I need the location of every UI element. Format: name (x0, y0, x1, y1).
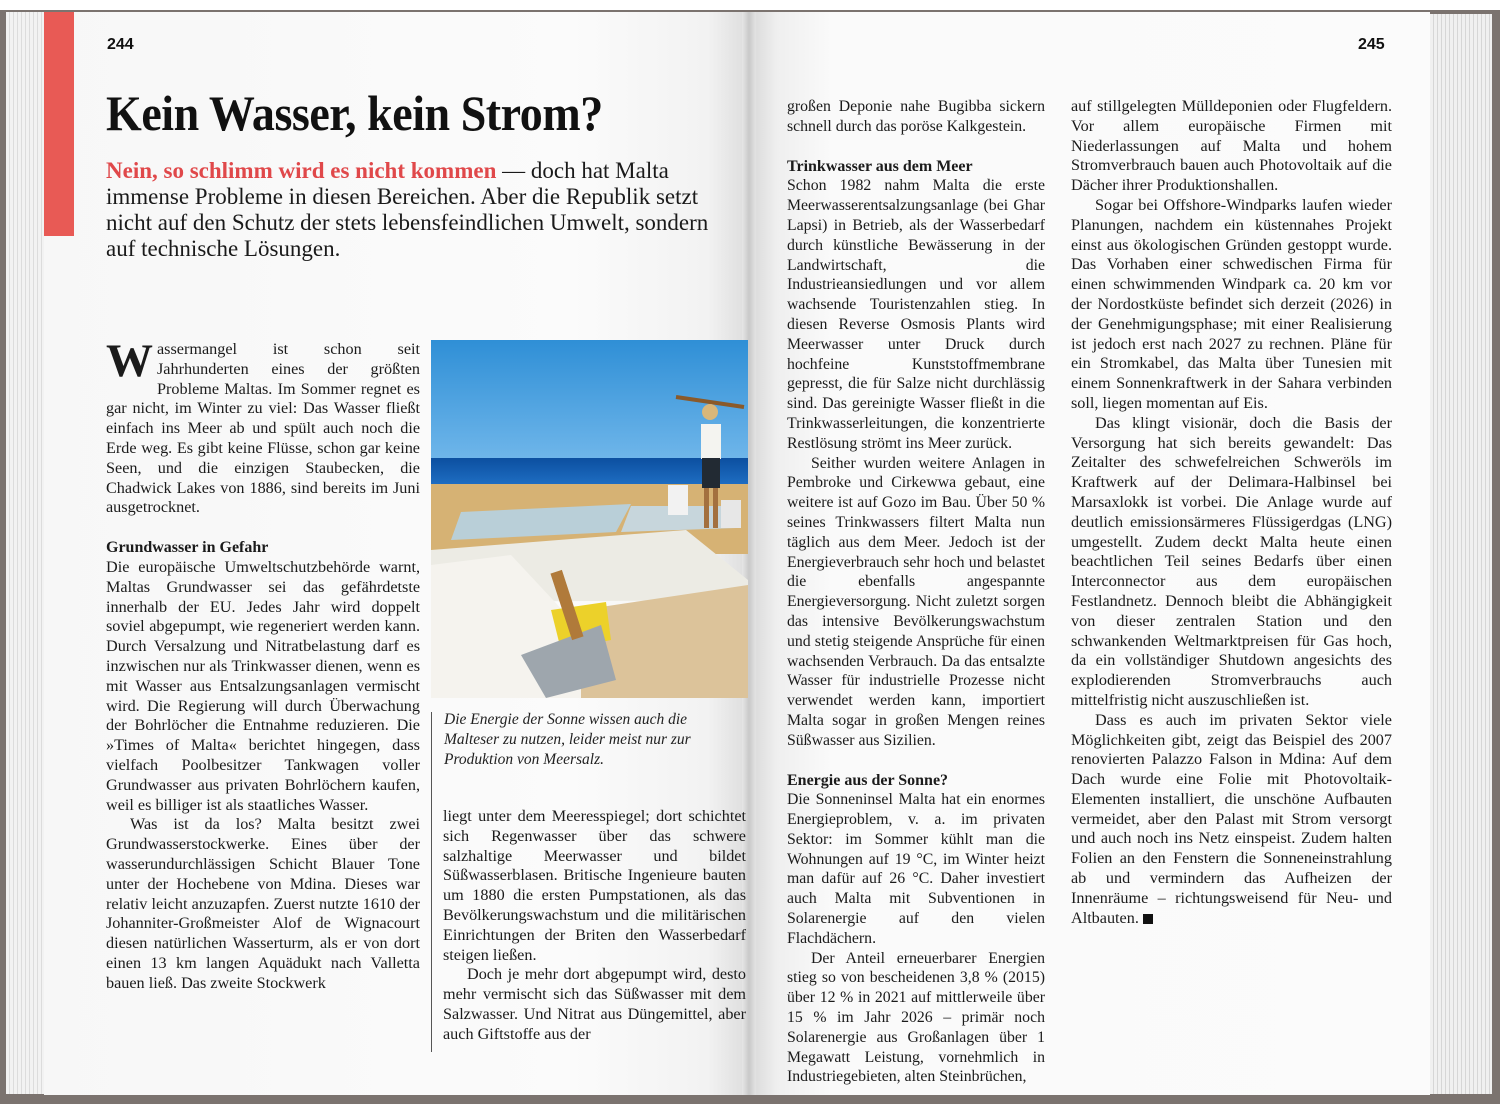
page-edges-right (1422, 14, 1492, 1094)
column-4 (1071, 97, 1392, 928)
paragraph: auf stillgelegten Mülldeponien oder Flugfeldern. Vor allem europäische Firmen mit Niederlassungen auf Malta und hohem Stromverbrauch bauen auch Photovoltaik auf die Dächer ihrer Produktionshallen. (1071, 97, 1392, 195)
article-lead (106, 158, 716, 262)
paragraph: liegt unter dem Meeresspiegel; dort schichtet sich Regenwasser über das schwere salzhaltige Meerwasser und bildet Süßwasserblasen. Britische Ingenieure bauten um 1880 die ersten Pumpstationen, als das Bevölkerungswachstum und die militärischen Einrichtungen der Briten den Wasserbedarf steigen ließen. (443, 807, 746, 964)
subheading-grundwasser: Grundwasser in Gefahr (106, 539, 269, 557)
paragraph: Sogar bei Offshore-Windparks laufen wieder Planungen, nachdem ein küstennahes Projekt einst aus ökologischen Gründen gestoppt wurde. Das Vorhaben einer schwedischen Firma für einen schwimmenden Windpark ca. 20 km vor der Nordostküste befindet sich derzeit (2026) in der Genehmigungsphase; mit einer Realisierung ist jedoch erst nach 2027 zu rechnen. Pläne für ein Stromkabel, das Malta über Tunesien mit einem Sonnenkraftwerk in der Sahara verbinden soll, liegen momentan auf Eis. (1071, 195, 1392, 412)
salt-pans-photo (431, 340, 748, 698)
lead-highlight: Nein, so schlimm wird es nicht kommen (106, 158, 497, 183)
paragraph: Die europäische Umweltschutzbehörde warnt, Maltas Grundwasser sei das gefährdetste innerhalb der EU. Jedes Jahr wird doppelt soviel abgepumpt, wie regeneriert werden kann. Durch Versalzung und Nitratbelastung darf es inzwischen nur als Trinkwasser dienen, wenn es mit Wasser aus Entsalzungsanlagen vermischt wird. Die Regierung will durch Überwachung der Bohrlöcher die Entnahme reduzieren. Die »Times of Malta« berichtet hingegen, dass vielfach Poolbesitzer Tankwagen voller Grundwasser aus privaten Bohrlöchern kaufen, weil es billiger ist als staatliches Wasser. (106, 557, 420, 814)
paragraph: Die Sonneninsel Malta hat ein enormes Energieproblem, v. a. im privaten Sektor: im Sommer kühlt man die Wohnungen auf 19 °C, im Winter heizt man dafür auf 26 °C. Daher investiert auch Malta mit Subventionen in Solarenergie auf den vielen Flachdächern. (787, 791, 1045, 947)
end-of-article-square-icon (1143, 914, 1153, 924)
paragraph: Dass es auch im privaten Sektor viele Möglichkeiten gibt, zeigt das Beispiel des 2007 renovierten Palazzo Falson in Mdina: Auf dem Dach wurde eine Folie mit Photovoltaik-Elementen installiert, die unschöne Aufbauten vermeidet, aber den Palast mit Strom versorgt und auch noch ins Netz einspeist. Zudem halten Folien an den Fenstern die Sonneneinstrahlung ab und vermindern das Aufheizen der Innenräume – richtungsweisend für Neu- und Altbauten. (1071, 710, 1392, 927)
photo-caption: Die Energie der Sonne wissen auch die Malteser zu nutzen, leider meist nur zur Produktion von Meersalz. (444, 711, 691, 768)
intro-paragraph: assermangel ist schon seit Jahrhunderten eines der größten Probleme Maltas. Im Sommer regnet es gar nicht, im Winter zu viel: Das Wasser fließt einfach ins Meer ab und spült auch noch die Erde weg. Es gibt keine Flüsse, schon gar keine Seen, und die einzigen Staubecken, die Chadwick Lakes von 1886, sind bereits im Juni ausgetrocknet. (106, 340, 420, 517)
drop-cap: W (106, 335, 153, 387)
column-3 (787, 97, 1045, 1087)
photo-image (431, 340, 748, 698)
page-number-right: 245 (1358, 36, 1385, 53)
paragraph: Was ist da los? Malta besitzt zwei Grundwasserstockwerke. Eines über der wasserundurchlässigen Schicht Blauer Tone unter der Hochebene von Mdina. Dieses war relativ leicht anzuzapfen. Zuerst nutzte 1610 der Johanniter-Großmeister Alof de Wignacourt diesen natürlichen Wasserturm, als er von dort einen 13 km langen Aquädukt nach Valletta bauen ließ. Das zweite Stockwerk (106, 815, 420, 992)
paragraph: Doch je mehr dort abgepumpt wird, desto mehr vermischt sich das Süßwasser mit dem Salzwasser. Und Nitrat aus Düngemittel, aber auch Giftstoffe aus der (443, 965, 746, 1043)
lead-text: — doch hat Malta immense Probleme in diesen Bereichen. Aber die Republik setzt nicht auf den Schutz der stets lebensfeindlichen Umwelt, sondern auf technische Lösungen. (106, 158, 709, 261)
subheading-energie: Energie aus der Sonne? (787, 771, 949, 789)
article-title: Kein Wasser, kein Strom? (106, 85, 603, 141)
page-number-left: 244 (107, 36, 134, 53)
chapter-accent-bar (44, 12, 74, 236)
page-edges-left (6, 12, 48, 1094)
column-2 (443, 807, 746, 1045)
subheading-trinkwasser: Trinkwasser aus dem Meer (787, 157, 973, 175)
column-1 (106, 335, 420, 994)
paragraph: Seither wurden weitere Anlagen in Pembroke und Cirkewwa gebaut, eine weitere ist auf Gozo im Bau. Über 50 % seines Trinkwassers filtert Malta nun täglich aus dem Meer. Jedoch ist der Energieverbrauch sehr hoch und belastet die ebenfalls angespannte Energieversorgung. Nicht zuletzt sorgen das intensive Bevölkerungswachstum und stetig steigende Ansprüche für einen wachsenden Verbrauch. Da das entsalzte Wasser für industrielle Prozesse nicht verwendet werden kann, importiert Malta sogar in großen Mengen reines Süßwasser aus Sizilien. (787, 454, 1045, 749)
paragraph: Der Anteil erneuerbarer Energien stieg so von bescheidenen 3,8 % (2015) über 12 % in 2021 auf mittlerweile über 15 % im Jahr 2026 – primär noch Solarenergie aus Großanlagen über 1 Megawatt Leistung, vornehmlich in Industriegebieten, alten Steinbrüchen, (787, 949, 1045, 1086)
paragraph: Schon 1982 nahm Malta die erste Meerwasserentsalzungsanlage (bei Ghar Lapsi) in Betrieb, als der Wasserbedarf durch künstliche Bewässerung in der Landwirtschaft, die Industrieansiedlungen und vor allem wachsende Touristenzahlen stieg. In diesen Reverse Osmosis Plants wird Meerwasser unter Druck durch hochfeine Kunststoffmembrane gepresst, die für Salze nicht durchlässig sind. Das gereinigte Wasser fließt in die Trinkwasserleitungen, die konzentrierte Restlösung strömt ins Meer zurück. (787, 177, 1045, 452)
paragraph: großen Deponie nahe Bugibba sickern schnell durch das poröse Kalkgestein. (787, 98, 1045, 135)
paragraph: Das klingt visionär, doch die Basis der Versorgung hat sich bereits gewandelt: Das Zeitalter des schwefelreichen Schweröls im Kraftwerk auf der Delimara-Halbinsel bei Marsaxlokk ist vorbei. Die Anlage wurde auf deutlich emissionsärmeres Flüssigerdgas (LNG) umgestellt. Zudem deckt Malta heute einen beachtlichen Teil seines Bedarfs über einen Interconnector aus dem europäischen Festlandnetz. Dennoch bleibt die Abhängigkeit von dieser zentralen Station und den schwankenden Weltmarktpreisen für Gas hoch, da ein vollständiger Shutdown angesichts des explodierenden Stromverbrauchs auch mittelfristig nicht auszuschließen ist. (1071, 413, 1392, 709)
caption-rule (431, 712, 432, 1052)
